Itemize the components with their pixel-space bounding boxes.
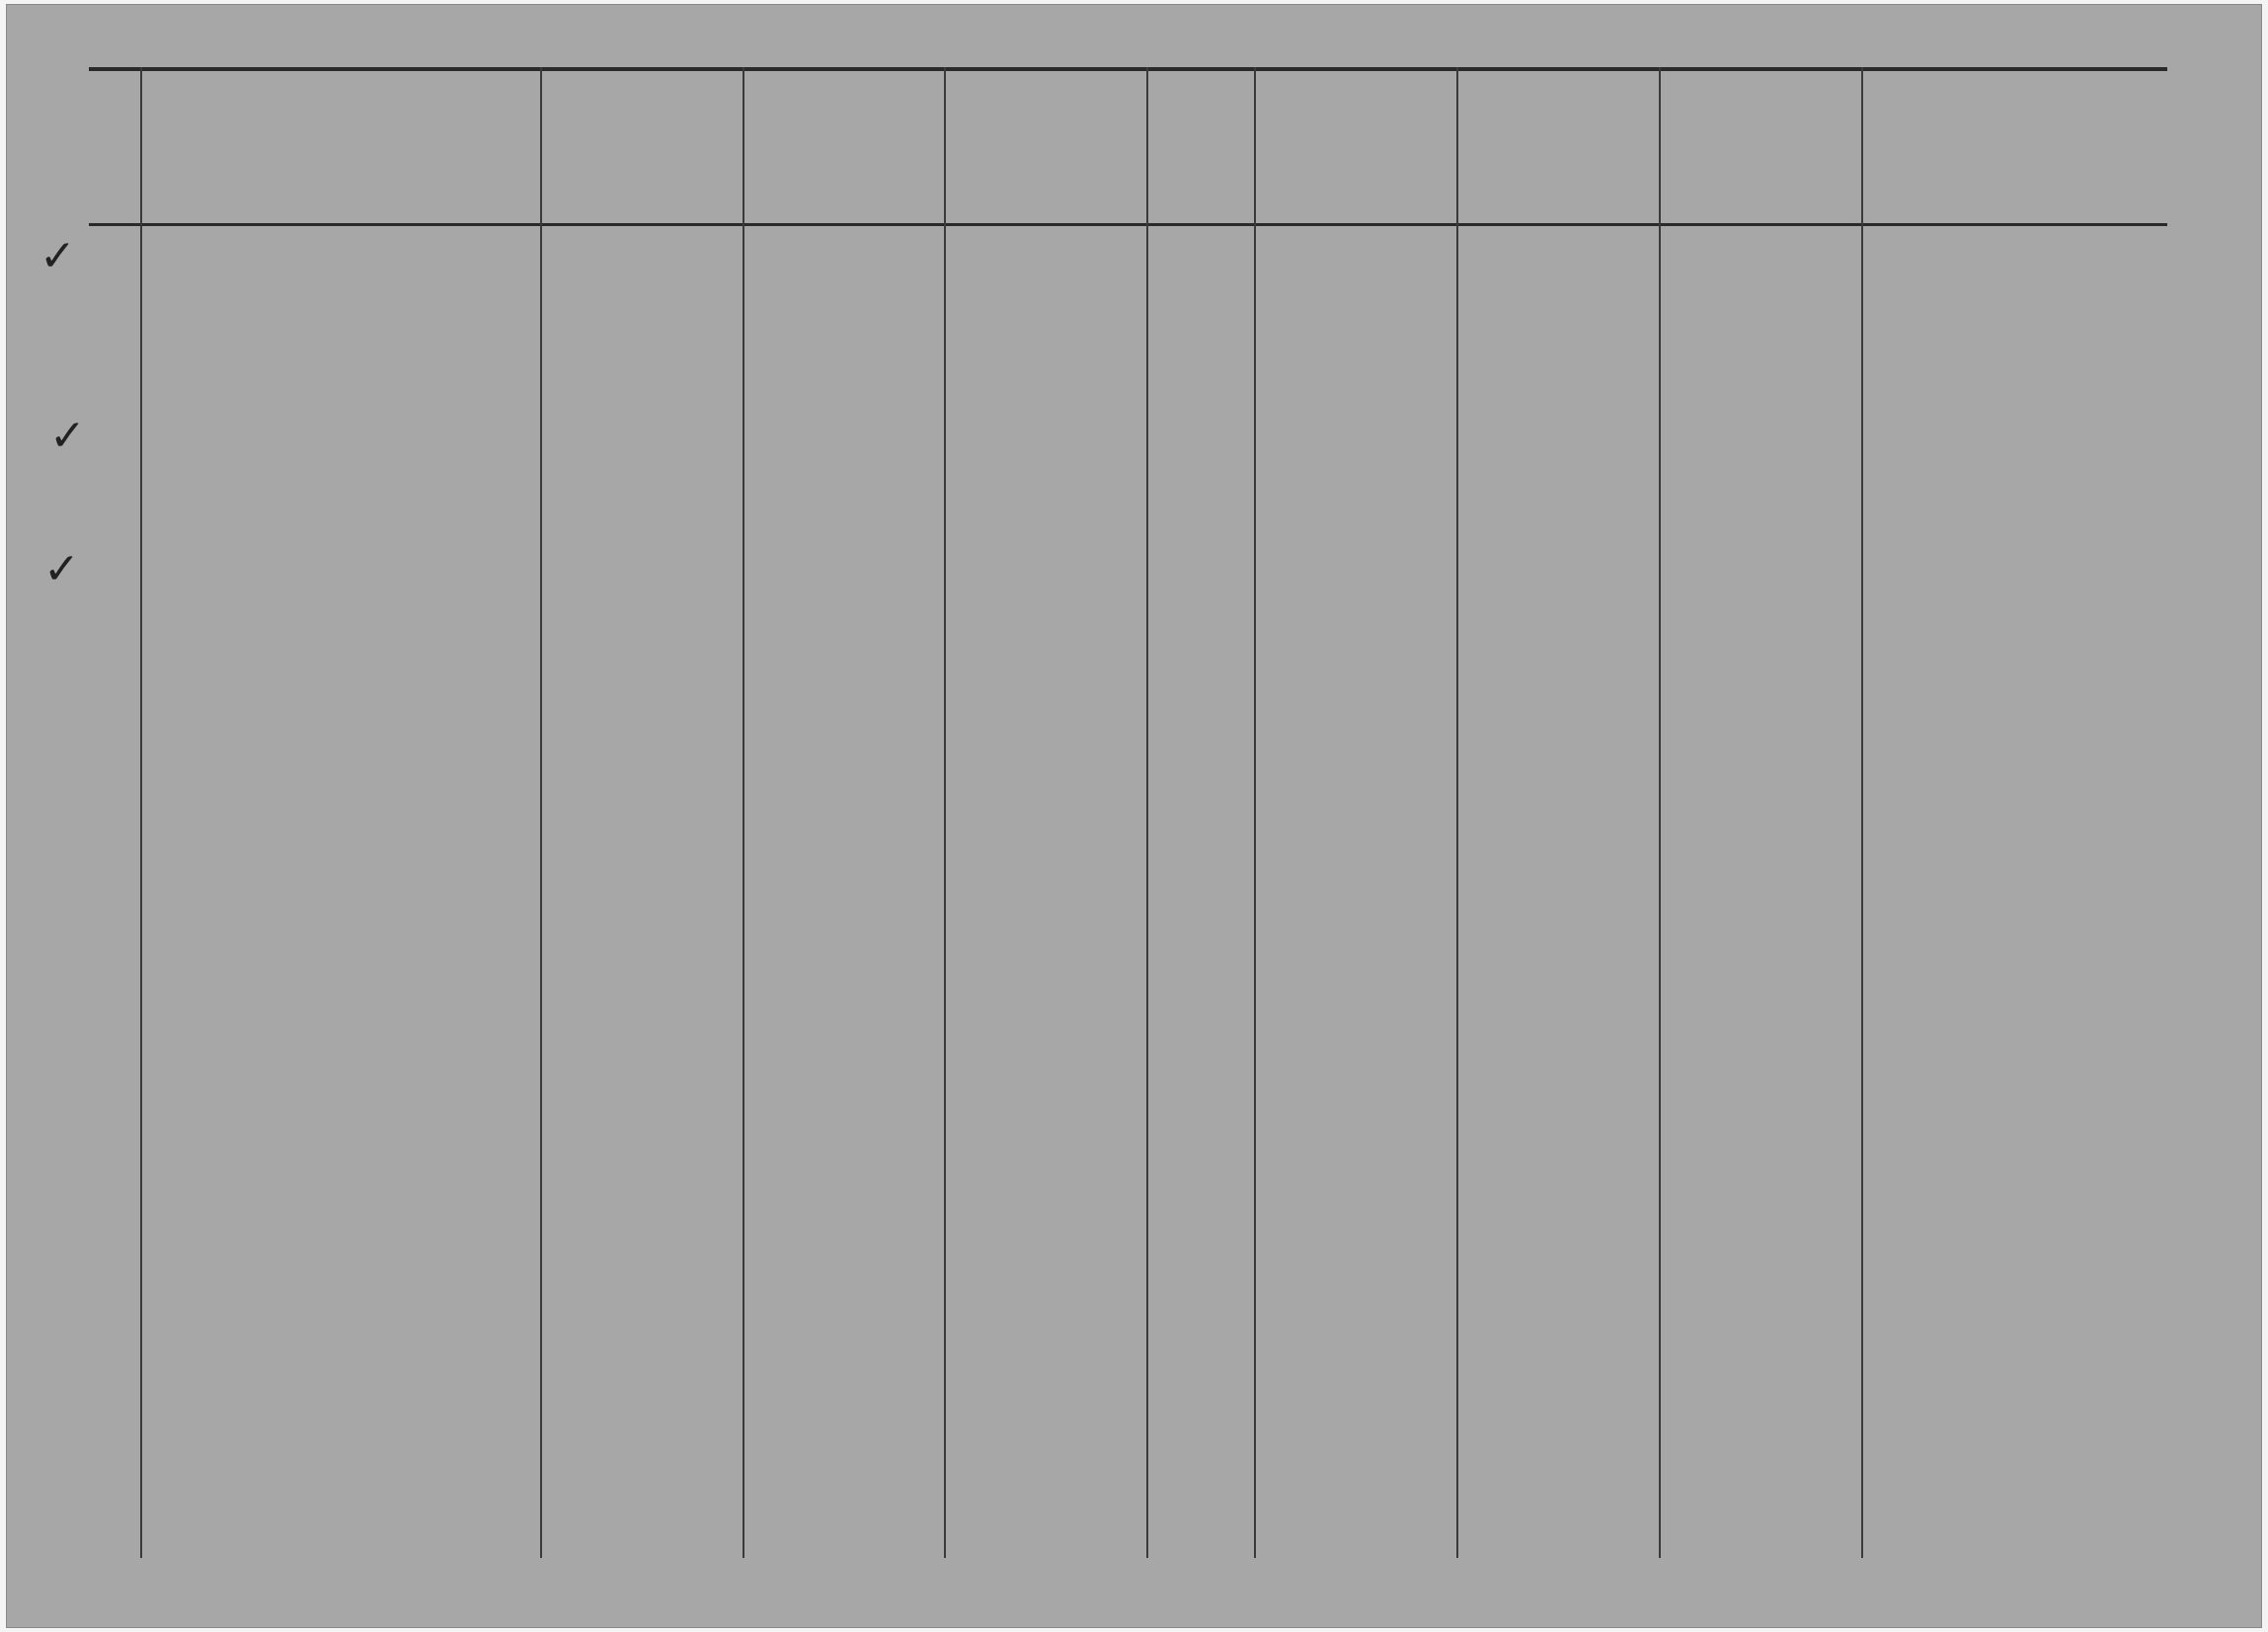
checkmark-icon: ✓ bbox=[49, 411, 86, 461]
col-divider bbox=[1659, 67, 1661, 1558]
col-divider bbox=[540, 67, 542, 1558]
top-double-rule bbox=[89, 67, 2167, 71]
checkmark-icon: ✓ bbox=[39, 231, 76, 281]
col-divider bbox=[944, 67, 946, 1558]
header-bottom-rule bbox=[89, 223, 2167, 226]
col-divider bbox=[1861, 67, 1863, 1558]
col-divider bbox=[140, 67, 142, 1558]
document-sheet bbox=[6, 4, 2262, 1628]
checkmark-icon: ✓ bbox=[43, 544, 80, 594]
col-divider bbox=[1254, 67, 1256, 1558]
col-divider bbox=[1456, 67, 1458, 1558]
col-divider bbox=[743, 67, 744, 1558]
col-divider bbox=[1146, 67, 1148, 1558]
